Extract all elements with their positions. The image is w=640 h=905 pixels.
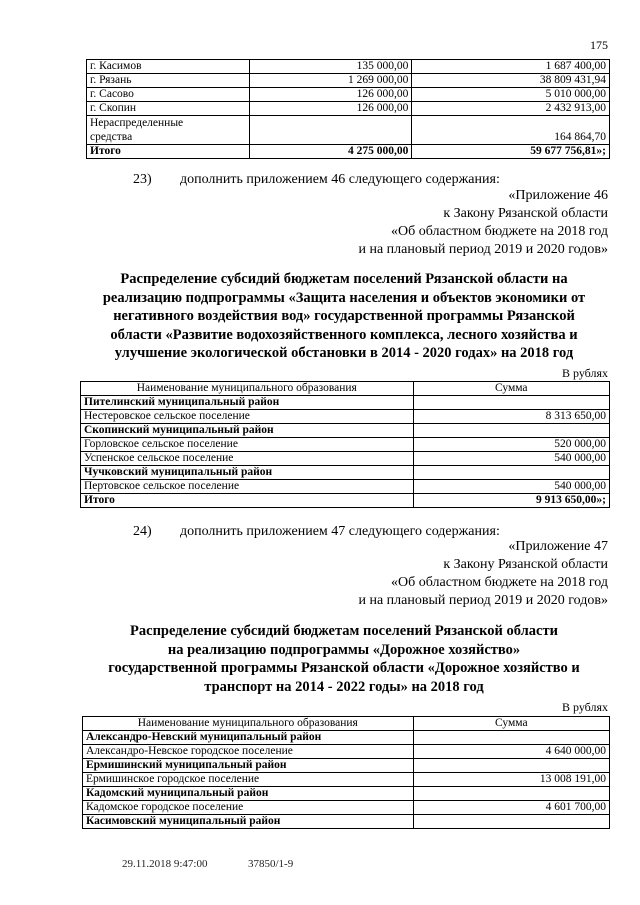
appendix-47-line1: «Приложение 47 (508, 539, 608, 554)
amount-cell: 1 687 400,00 (412, 60, 610, 74)
table-header-row (81, 382, 610, 396)
item-number-24: 24) (133, 524, 152, 539)
item-text-23: дополнить приложением 46 следующего содержания: (180, 172, 500, 187)
footer-document-code: 37850/1-9 (248, 858, 294, 870)
heading-line: области «Развитие водохозяйственного комплекса, лесного хозяйства и (110, 326, 578, 343)
district-name-cell: Касимовский муниципальный район (83, 815, 414, 829)
settlement-name-cell: Кадомское городское поселение (83, 801, 414, 815)
amount-cell: 4 640 000,00 (413, 745, 609, 759)
amount-cell: 1 269 000,00 (249, 74, 412, 88)
table-total-row (81, 494, 610, 508)
header-name-cell: Наименование муниципального образования (81, 382, 414, 396)
table-row (83, 773, 610, 787)
table-row (83, 731, 610, 745)
amount-cell: 520 000,00 (413, 438, 609, 452)
amount-cell: 4 601 700,00 (413, 801, 609, 815)
district-name-cell: Кадомский муниципальный район (83, 787, 414, 801)
table-row (81, 466, 610, 480)
settlement-name-cell: Нестеровское сельское поселение (81, 410, 414, 424)
appendix-46-line2: к Закону Рязанской области (443, 206, 608, 221)
settlement-name-cell: Ермишинское городское поселение (83, 773, 414, 787)
amount-cell (413, 466, 609, 480)
total-amount-cell: 59 677 756,81»; (412, 145, 610, 159)
table-row (83, 759, 610, 773)
currency-unit-label: В рублях (561, 700, 608, 714)
header-name-cell: Наименование муниципального образования (83, 717, 414, 731)
district-name-cell: Чучковский муниципальный район (81, 466, 414, 480)
appendix-47-line3: «Об областном бюджете на 2018 год (391, 575, 608, 590)
municipal-distribution-table-continued (86, 59, 610, 159)
appendix-47-line4: и на плановый период 2019 и 2020 годов» (358, 593, 608, 608)
currency-unit-label: В рублях (561, 366, 608, 380)
table-row (81, 396, 610, 410)
appendix-46-line4: и на плановый период 2019 и 2020 годов» (358, 242, 608, 257)
settlement-name-cell: Пертовское сельское поселение (81, 480, 414, 494)
page-number: 175 (590, 38, 608, 52)
table-row (87, 102, 610, 116)
appendix-47-line2: к Закону Рязанской области (443, 557, 608, 572)
total-amount-cell: 4 275 000,00 (249, 145, 412, 159)
table-row (87, 74, 610, 88)
amount-cell: 135 000,00 (249, 60, 412, 74)
heading-line: улучшение экологической обстановки в 2014 - 2020 годах» на 2018 год (114, 345, 574, 361)
municipality-name-cell: г. Рязань (87, 74, 250, 88)
amount-cell: 8 313 650,00 (413, 410, 609, 424)
district-name-cell: Ермишинский муниципальный район (83, 759, 414, 773)
heading-line: на реализацию подпрограммы «Дорожное хозяйство» (167, 641, 521, 658)
amount-cell: 5 010 000,00 (412, 88, 610, 102)
amount-cell: 126 000,00 (249, 102, 412, 116)
appendix-47-reference (248, 538, 608, 610)
header-sum-cell: Сумма (413, 382, 609, 396)
amount-cell: 2 432 913,00 (412, 102, 610, 116)
district-name-cell: Скопинский муниципальный район (81, 424, 414, 438)
total-label-cell: Итого (87, 145, 250, 159)
empty-cell (249, 116, 412, 145)
heading-line: государственной программы Рязанской области «Дорожное хозяйство и (108, 660, 580, 676)
amount-cell: 540 000,00 (413, 452, 609, 466)
table-row (83, 745, 610, 759)
unallocated-label-line2: средства (90, 131, 133, 143)
amount-cell (413, 815, 609, 829)
heading-line: реализацию подпрограммы «Защита населения и объектов экономики от (102, 289, 586, 306)
unallocated-label-cell (87, 116, 250, 145)
appendix-46-reference (248, 187, 608, 259)
settlement-name-cell: Александро-Невское городское поселение (83, 745, 414, 759)
table-row (83, 815, 610, 829)
table-total-row (87, 145, 610, 159)
heading-line: Распределение субсидий бюджетам поселений Рязанской области на (120, 271, 568, 287)
amount-cell: 13 008 191,00 (413, 773, 609, 787)
table-row-unallocated (87, 116, 610, 145)
header-sum-cell: Сумма (413, 717, 609, 731)
amount-cell (413, 731, 609, 745)
appendix-46-line1: «Приложение 46 (508, 188, 608, 203)
table-row (83, 787, 610, 801)
total-amount-cell: 9 913 650,00»; (413, 494, 609, 508)
amount-cell: 38 809 431,94 (412, 74, 610, 88)
appendix-47-heading (92, 622, 596, 696)
municipality-name-cell: г. Скопин (87, 102, 250, 116)
appendix-46-table (80, 381, 610, 508)
amount-cell (413, 396, 609, 410)
appendix-47-table (82, 716, 610, 829)
appendix-46-line3: «Об областном бюджете на 2018 год (391, 224, 608, 239)
table-row (87, 60, 610, 74)
total-label-cell: Итого (81, 494, 414, 508)
table-row (81, 480, 610, 494)
table-row (81, 452, 610, 466)
district-name-cell: Пителинский муниципальный район (81, 396, 414, 410)
table-row (83, 801, 610, 815)
table-header-row (83, 717, 610, 731)
table-row (81, 424, 610, 438)
amount-cell: 540 000,00 (413, 480, 609, 494)
heading-line: транспорт на 2014 - 2022 годы» на 2018 год (204, 678, 484, 695)
municipality-name-cell: г. Касимов (87, 60, 250, 74)
heading-line: негативного воздействия вод» государственной программы Рязанской (113, 308, 575, 324)
settlement-name-cell: Горловское сельское поселение (81, 438, 414, 452)
table-row (81, 438, 610, 452)
appendix-46-heading (92, 270, 596, 363)
amount-cell (413, 759, 609, 773)
district-name-cell: Александро-Невский муниципальный район (83, 731, 414, 745)
settlement-name-cell: Успенское сельское поселение (81, 452, 414, 466)
municipality-name-cell: г. Сасово (87, 88, 250, 102)
item-text-24: дополнить приложением 47 следующего содержания: (180, 524, 500, 539)
footer-datetime: 29.11.2018 9:47:00 (122, 858, 208, 870)
amount-cell: 164 864,70 (412, 116, 610, 145)
amount-cell: 126 000,00 (249, 88, 412, 102)
unallocated-label-line1: Нераспределенные (90, 117, 184, 129)
heading-line: Распределение субсидий бюджетам поселений Рязанской области (130, 623, 558, 639)
amount-cell (413, 424, 609, 438)
table-row (81, 410, 610, 424)
item-number-23: 23) (133, 172, 152, 187)
table-row (87, 88, 610, 102)
amount-cell (413, 787, 609, 801)
